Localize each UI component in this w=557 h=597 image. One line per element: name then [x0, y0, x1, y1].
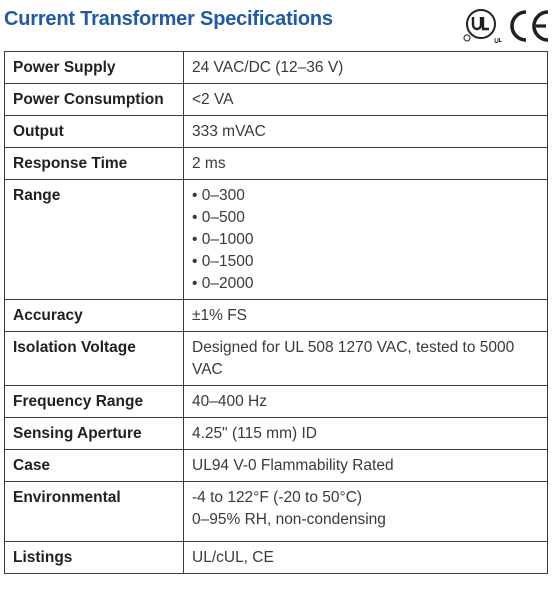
table-row — [5, 180, 548, 300]
spec-label: Frequency Range — [5, 386, 184, 418]
page-title: Current Transformer Specifications — [4, 8, 333, 30]
spec-value — [184, 180, 548, 300]
page-header — [0, 0, 557, 52]
list-item: • 0–500 — [192, 207, 539, 229]
certification-marks — [459, 4, 551, 48]
spec-label: Environmental — [5, 482, 184, 542]
table-row — [5, 52, 548, 84]
spec-value: 24 VAC/DC (12–36 V) — [184, 52, 548, 84]
spec-value: 40–400 Hz — [184, 386, 548, 418]
list-item: • 0–1500 — [192, 251, 539, 273]
spec-label: Sensing Aperture — [5, 418, 184, 450]
spec-value: Designed for UL 508 1270 VAC, tested to 5000 VAC — [184, 332, 548, 386]
table-row — [5, 482, 548, 542]
spec-value: <2 VA — [184, 84, 548, 116]
spec-label: Listings — [5, 542, 184, 574]
spec-label: Range — [5, 180, 184, 300]
ul-listed-icon — [459, 4, 503, 48]
spec-label: Power Consumption — [5, 84, 184, 116]
spec-value: UL94 V-0 Flammability Rated — [184, 450, 548, 482]
ce-icon — [507, 4, 551, 48]
spec-value: 333 mVAC — [184, 116, 548, 148]
table-row — [5, 418, 548, 450]
table-row — [5, 300, 548, 332]
table-row — [5, 116, 548, 148]
table-row — [5, 450, 548, 482]
spec-label: Case — [5, 450, 184, 482]
table-row — [5, 386, 548, 418]
list-item: • 0–300 — [192, 185, 539, 207]
spec-label: Response Time — [5, 148, 184, 180]
range-list — [192, 185, 539, 295]
table-row — [5, 148, 548, 180]
spec-value — [184, 482, 548, 542]
table-row — [5, 542, 548, 574]
spec-value-line: -4 to 122°F (-20 to 50°C) — [192, 489, 363, 506]
spec-value: ±1% FS — [184, 300, 548, 332]
spec-label: Isolation Voltage — [5, 332, 184, 386]
spec-label: Accuracy — [5, 300, 184, 332]
specifications-table — [4, 51, 548, 574]
spec-value: 4.25" (115 mm) ID — [184, 418, 548, 450]
spec-value-line: 0–95% RH, non-condensing — [192, 511, 386, 528]
spec-label: Power Supply — [5, 52, 184, 84]
spec-value: 2 ms — [184, 148, 548, 180]
list-item: • 0–2000 — [192, 273, 539, 295]
spec-label: Output — [5, 116, 184, 148]
list-item: • 0–1000 — [192, 229, 539, 251]
spec-value: UL/cUL, CE — [184, 542, 548, 574]
table-row — [5, 84, 548, 116]
table-row — [5, 332, 548, 386]
